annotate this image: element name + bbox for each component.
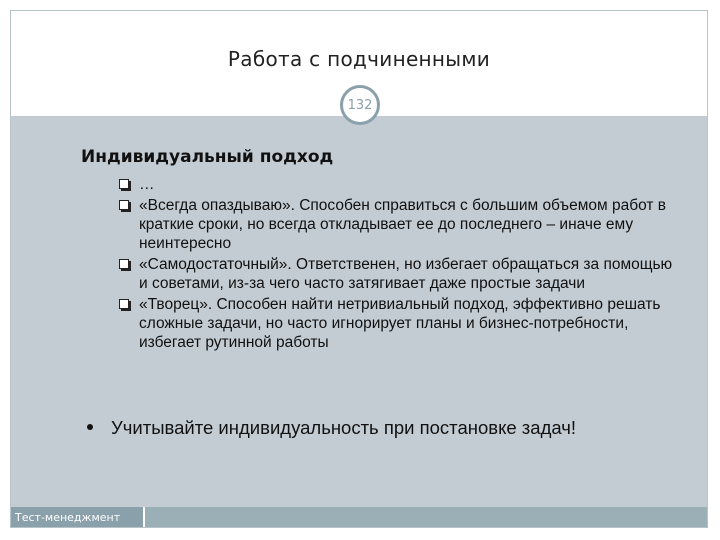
bullet-list [117, 175, 677, 354]
list-item [117, 295, 677, 352]
footer-filler [145, 507, 707, 527]
section-heading: Индивидуальный подход [81, 147, 334, 167]
footer-bar [11, 507, 707, 527]
slide-title: Работа с подчиненными [227, 47, 491, 71]
list-item-text: «Всегда опаздываю». Способен справиться с большим объемом работ в краткие сроки, но всегда откладывает ее до последнего – иначе ему неинтересно [139, 197, 667, 252]
checkbox-icon [119, 259, 129, 269]
bullet-dot-icon [87, 424, 93, 430]
footer-label: Тест-менеджмент [11, 507, 145, 527]
list-item [117, 196, 677, 253]
list-item-text: … [139, 176, 155, 193]
checkbox-icon [119, 179, 129, 189]
slide [10, 10, 708, 528]
list-item [117, 255, 677, 293]
key-takeaway-text: Учитывайте индивидуальность при постановке задач! [111, 417, 577, 438]
list-item-text: «Творец». Способен найти нетривиальный подход, эффективно решать сложные задачи, но часто игнорирует планы и бизнес-потребности, избегает рутинной работы [139, 296, 661, 351]
key-takeaway [87, 417, 576, 439]
list-item [117, 175, 677, 194]
list-item-text: «Самодостаточный». Ответственен, но избегает обращаться за помощью и советами, из-за чего часто затягивает даже простые задачи [139, 256, 673, 292]
page-number-badge: 132 [340, 85, 380, 125]
checkbox-icon [119, 299, 129, 309]
checkbox-icon [119, 200, 129, 210]
